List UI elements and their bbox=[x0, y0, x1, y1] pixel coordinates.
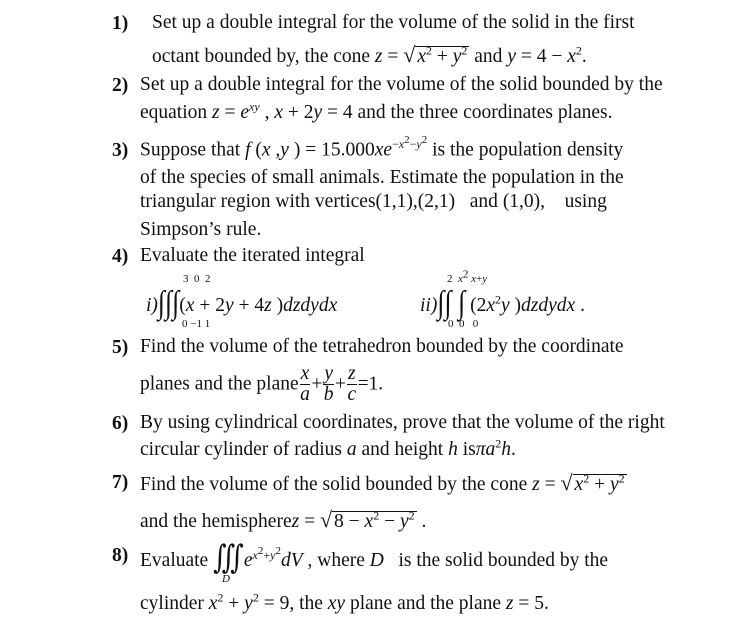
problem-text-line: Find the volume of the tetrahedron bounded by the coordinate bbox=[140, 336, 624, 357]
problem-number: 1) bbox=[112, 13, 129, 34]
problem-text-line: Evaluate $∭e^{x^2+y^2}dV$ , where D is the solid bounded by the bbox=[140, 539, 609, 576]
problem-text-line: planes and the plane $\frac{x}{a}$ + $\frac{y}{b}$ + $\frac{z}{c}$ =1. bbox=[140, 363, 384, 406]
integral-lower-limits: 0 0 0 bbox=[448, 318, 479, 330]
problem-text-line: Suppose that f (x ,y ) = $15.000xe^{-x^2-y^2}$ is the population density bbox=[140, 134, 624, 161]
problem-text-line: of the species of small animals. Estimate the population in the bbox=[140, 167, 624, 188]
problem-text-line: octant bounded by, the cone z = √ $x^2 + y^2$ and $y = 4 - x^2$. bbox=[152, 42, 587, 67]
problem-text-line: By using cylindrical coordinates, prove that the volume of the right bbox=[140, 412, 665, 433]
problem-text-line: Set up a double integral for the volume of the solid bounded by the bbox=[140, 74, 663, 95]
sqrt-expression: √ $x^2 + y^2$ bbox=[560, 470, 625, 495]
integral-domain-label: D bbox=[222, 573, 230, 585]
problem-text-line: Simpson’s rule. bbox=[140, 219, 262, 240]
integral-lower-limits: 0 −1 1 bbox=[182, 318, 211, 330]
problem-text-line: cylinder $x^2 + y^2 = 9$, the xy plane and the plane z = 5. bbox=[140, 590, 549, 614]
problem-text-line: triangular region with vertices(1,1),(2,1) and (1,0), using bbox=[140, 191, 607, 212]
problem-number: 6) bbox=[112, 413, 129, 434]
problem-number: 7) bbox=[112, 472, 129, 493]
integral-ii: ii)∫∫ ∫ ($2x^2y$ )dzdydx . bbox=[420, 284, 585, 321]
integral-upper-limits: 2 $x^2$ x+y bbox=[447, 268, 488, 285]
sqrt-expression: √ $x^2 + y^2$ bbox=[403, 42, 468, 67]
problem-text-line: circular cylinder of radius a and height h isπa$^2$h. bbox=[140, 436, 516, 460]
problem-number: 2) bbox=[112, 75, 129, 96]
problem-text-line: Evaluate the iterated integral bbox=[140, 245, 365, 266]
problem-number: 5) bbox=[112, 337, 129, 358]
problem-text-line: Find the volume of the solid bounded by the cone z = √ $x^2 + y^2$ bbox=[140, 470, 625, 495]
problem-number: 3) bbox=[112, 140, 129, 161]
sqrt-expression: √ $8 - x^2 - y^2$ bbox=[319, 507, 415, 532]
integral-i: i)∫∫∫(x + 2y + 4z )dzdydx bbox=[146, 284, 338, 321]
integral-upper-limits: 3 0 2 bbox=[183, 273, 211, 285]
problem-text-line: equation $z = e^{xy}$ , x + 2y = 4 and the three coordinates planes. bbox=[140, 99, 613, 123]
problem-number: 4) bbox=[112, 246, 129, 267]
problem-text-line: Set up a double integral for the volume of the solid in the first bbox=[152, 12, 635, 33]
problem-number: 8) bbox=[112, 545, 129, 566]
problem-text-line: and the hemispherez = √ $8 - x^2 - y^2$ . bbox=[140, 507, 427, 532]
